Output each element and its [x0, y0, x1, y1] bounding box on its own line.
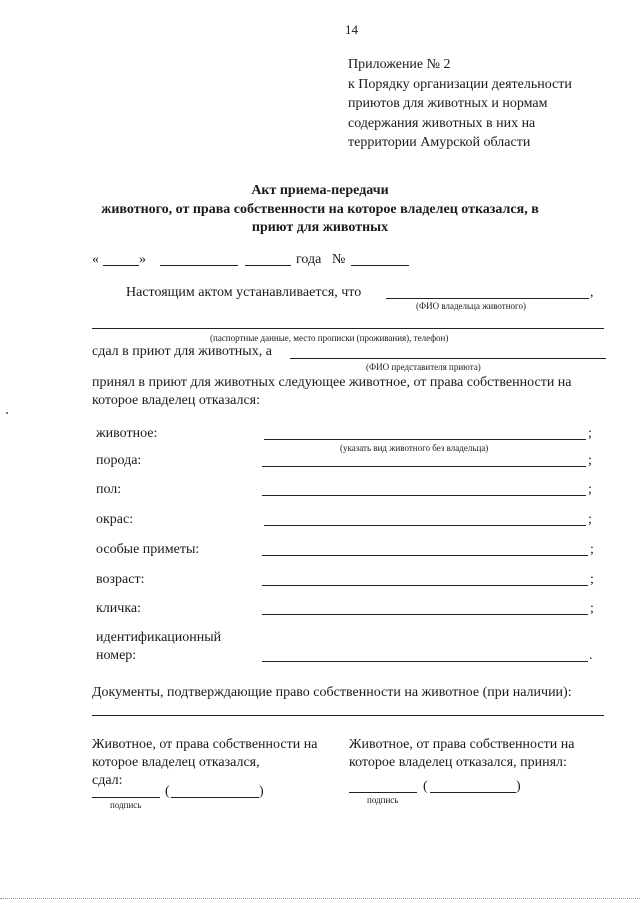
page-number: 14 [345, 22, 358, 37]
name-blank[interactable] [262, 614, 588, 615]
age-blank[interactable] [262, 585, 588, 586]
field-end: . [589, 648, 593, 663]
appendix-line: приютов для животных и нормам [348, 96, 548, 111]
appendix-line: территории Амурской области [348, 135, 531, 150]
appendix-block [348, 55, 608, 153]
owner-hint: (ФИО владельца животного) [416, 301, 527, 311]
handed-over-text: сдал в приют для животных, а [92, 344, 272, 359]
field-end: ; [590, 572, 594, 587]
passport-hint: (паспортные данные, место прописки (проживания), телефон) [210, 333, 449, 343]
date-close-quote: » [139, 252, 146, 267]
field-end: ; [588, 512, 592, 527]
color-blank[interactable] [264, 525, 586, 526]
field-end: ; [590, 601, 594, 616]
documents-text: Документы, подтверждающие право собственности на животное (при наличии): [92, 685, 572, 700]
paren-open: ( [165, 784, 170, 799]
field-end: ; [588, 482, 592, 497]
marks-blank[interactable] [262, 555, 588, 556]
intro-text: Настоящим актом устанавливается, что [126, 285, 362, 300]
comma: , [590, 285, 594, 300]
signature-left-text: сдал: [92, 773, 123, 788]
field-end: ; [588, 426, 592, 441]
left-signature-caption: подпись [110, 800, 142, 810]
field-label-age: возраст: [96, 572, 145, 587]
month-blank[interactable] [160, 265, 238, 266]
id-number-blank[interactable] [262, 661, 588, 662]
signature-right-text: которое владелец отказался, принял: [349, 755, 567, 770]
left-name-blank[interactable] [171, 797, 259, 798]
year-word: года [296, 252, 322, 267]
animal-hint: (указать вид животного без владельца) [340, 443, 489, 453]
signature-left-block [92, 736, 317, 790]
animal-blank[interactable] [264, 439, 586, 440]
signature-right-block [349, 736, 574, 772]
right-signature-caption: подпись [367, 795, 399, 805]
field-label-name: кличка: [96, 601, 142, 616]
field-label-animal: животное: [96, 426, 158, 441]
field-end: ; [588, 453, 592, 468]
appendix-line: к Порядку организации деятельности [348, 76, 572, 92]
left-signature-blank[interactable] [92, 797, 160, 798]
right-signature-blank[interactable] [349, 792, 417, 793]
accepted-text: принял в приют для животных следующее животное, от права собственности на [92, 375, 572, 390]
number-sign: № [332, 252, 346, 267]
field-label-marks: особые приметы: [96, 542, 200, 557]
signature-right-text: Животное, от права собственности на [349, 737, 575, 752]
field-label-color: окрас: [96, 512, 134, 527]
passport-blank[interactable] [92, 328, 604, 329]
field-label-id: идентификационный [96, 630, 222, 645]
document-title-line: животного, от права собственности на которое владелец отказался, в [101, 202, 539, 217]
right-name-blank[interactable] [430, 792, 516, 793]
breed-blank[interactable] [262, 466, 586, 467]
accepted-text: которое владелец отказался: [92, 393, 261, 408]
paren-open: ( [423, 779, 428, 794]
signature-left-text: Животное, от права собственности на [92, 737, 318, 752]
day-blank[interactable] [103, 265, 139, 266]
field-label-sex: пол: [96, 482, 122, 497]
owner-name-blank[interactable] [386, 298, 589, 299]
document-title: Акт приема-передачи [251, 183, 389, 198]
date-open-quote: « [92, 252, 99, 267]
rep-hint: (ФИО представителя приюта) [366, 362, 481, 372]
field-label-id-line: номер: [96, 648, 137, 663]
shelter-rep-blank[interactable] [290, 358, 606, 359]
appendix-line: содержания животных в них на [348, 115, 536, 131]
year-blank[interactable] [245, 265, 291, 266]
sex-blank[interactable] [262, 495, 586, 496]
appendix-heading: Приложение № 2 [348, 57, 451, 72]
paren-close: ) [259, 784, 264, 799]
field-label-breed: порода: [96, 453, 142, 468]
number-blank[interactable] [351, 265, 409, 266]
documents-blank[interactable] [92, 715, 604, 716]
page-edge-divider [0, 898, 640, 899]
paren-close: ) [516, 779, 521, 794]
field-end: ; [590, 542, 594, 557]
document-title-line: приют для животных [251, 220, 389, 235]
scan-speck [6, 412, 8, 414]
signature-left-text: которое владелец отказался, [92, 755, 260, 770]
